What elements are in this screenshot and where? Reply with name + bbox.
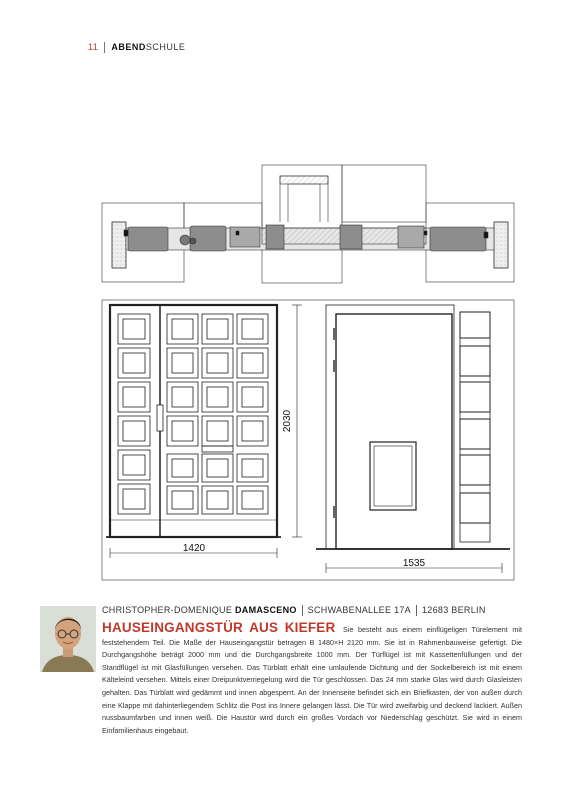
article-body xyxy=(102,622,522,737)
section-title-rest: SCHULE xyxy=(145,42,186,52)
byline-divider xyxy=(302,605,303,616)
author-last-name: DAMASCENO xyxy=(234,605,297,615)
horizontal-section xyxy=(102,165,514,283)
dim-width-left: 1420 xyxy=(182,543,206,554)
article-title: HAUSEINGANGSTÜR AUS KIEFER xyxy=(102,620,336,635)
section-title-bold: ABEND xyxy=(111,42,146,52)
author-first-names: CHRISTOPHER-DOMENIQUE xyxy=(102,605,233,615)
author-photo xyxy=(40,606,96,672)
article-text: Sie besteht aus einem einflügeligen Türelement mit feststehendem Teil. Die Maße der Hauseingangstür betragen B 1480×H 2120 mm. Sie ist in Rahmenbauweise gefertigt. Die Durchgangshöhe beträgt 2000 mm und die Durchgangsbreite 1000 mm. Der Türflügel ist mit Kassettenfüllungen und der Standflügel ist mit Glasfüllungen versehen. Das Türblatt erhält eine umlaufende Dichtung und der Sockelbereich ist mit einem Kälteleind versehen. Mittels einer Dreipunktverriegelung wird die Tür geschlossen. Das 24 mm starke Glas wird durch Glasleisten gehalten. Das Türblatt wird gedämmt und innen abgesperrt. An der Innenseite befindet sich ein Briefkasten, der von außen durch eine Klappe mit dahinterliegendem Schlitz die Post ins Innere gelangen lässt. Die Tür wird zweifarbig und deckend lackiert. Außen nussbaumfarben und innen weiß. Die Haustür wird durch ein großes Vordach vor Niederschlag geschützt. Sie wird in einem Einfamilienhaus eingebaut. xyxy=(102,625,522,735)
byline-divider xyxy=(416,605,417,616)
dim-height: 2030 xyxy=(282,409,293,433)
section-frame-4 xyxy=(342,165,426,222)
author-street: SCHWABENALLEE 17A xyxy=(307,605,411,615)
exterior-elevation xyxy=(106,305,302,558)
dim-width-right: 1535 xyxy=(402,558,426,569)
interior-elevation xyxy=(316,305,510,573)
author-byline xyxy=(102,605,486,616)
page-number: 11 xyxy=(88,42,99,52)
author-city: 12683 BERLIN xyxy=(421,605,486,615)
